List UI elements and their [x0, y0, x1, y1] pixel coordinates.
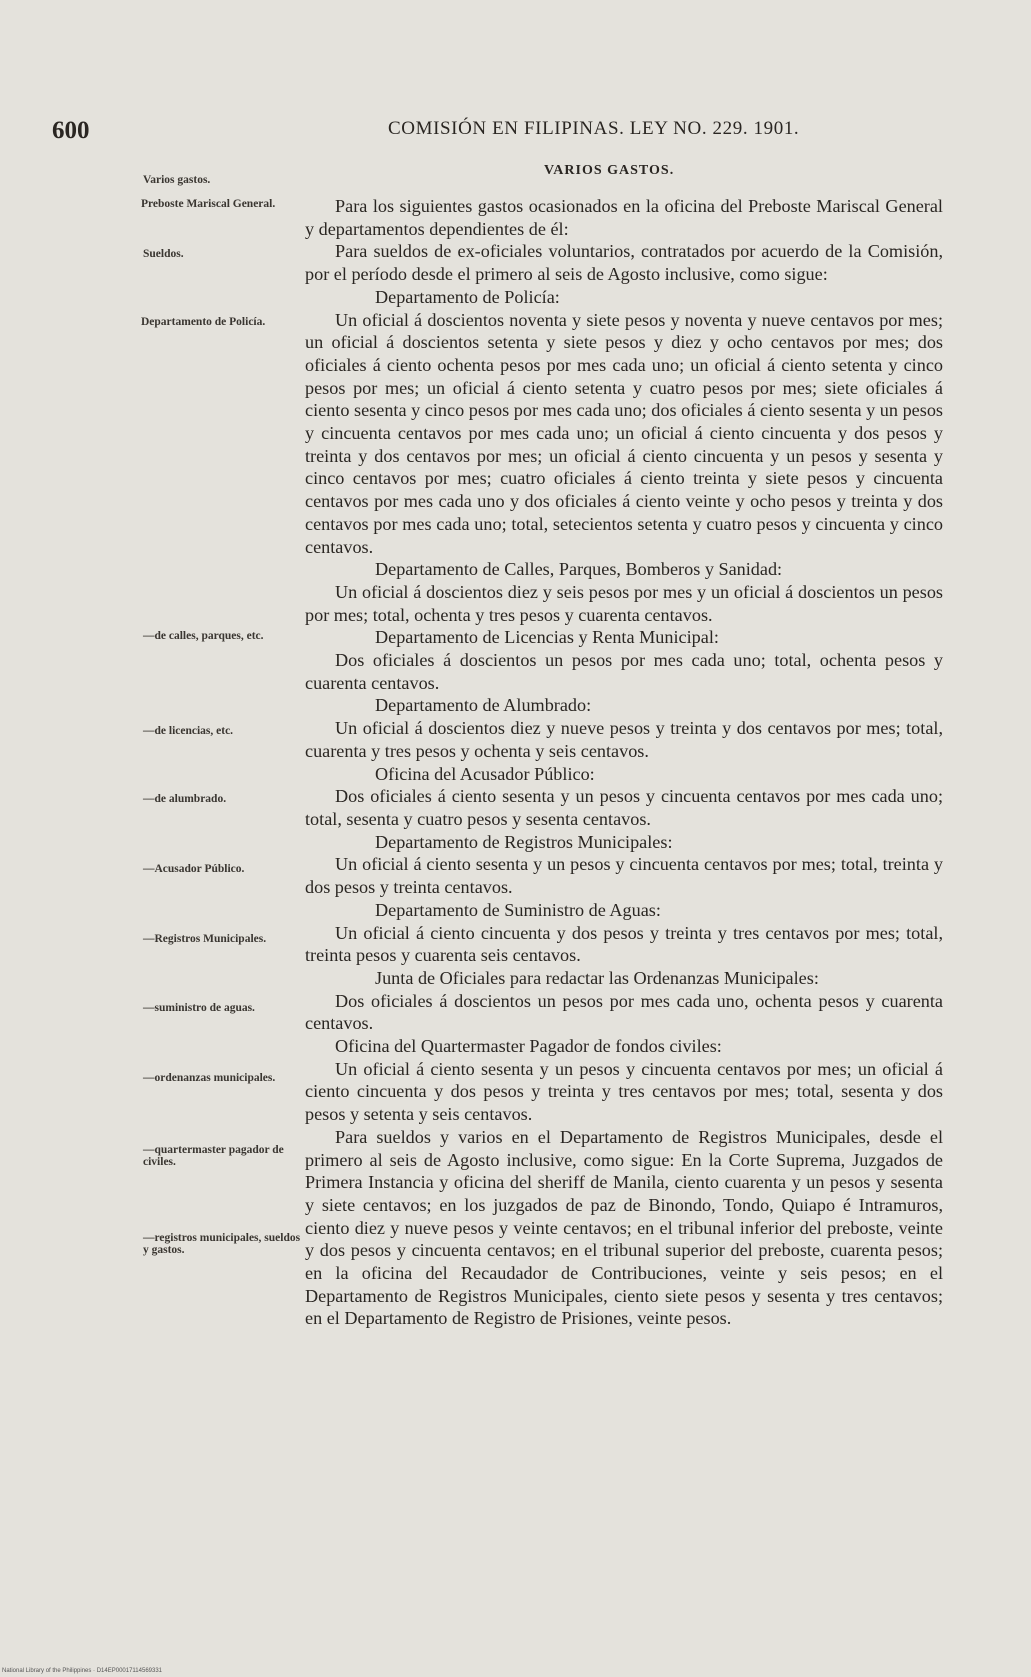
- page-number: 600: [52, 117, 90, 144]
- department-heading: Junta de Oficiales para redactar las Ordenanzas Municipales:: [375, 967, 819, 988]
- paragraph: Dos oficiales á doscientos un pesos por mes cada uno; total, ochenta pesos y cuarenta centavos.: [305, 650, 943, 693]
- paragraph: Dos oficiales á ciento sesenta y un pesos y cincuenta centavos por mes cada uno; total, sesenta y cuatro pesos y sesenta centavos.: [305, 786, 943, 829]
- margin-note: —de calles, parques, etc.: [143, 630, 264, 642]
- paragraph: Para los siguientes gastos ocasionados en la oficina del Preboste Mariscal General y departamentos dependientes de él:: [305, 196, 943, 239]
- margin-note: —quartermaster pagador de civiles.: [143, 1144, 284, 1168]
- department-heading: Departamento de Alumbrado:: [375, 695, 592, 716]
- margin-note: Preboste Mariscal General.: [141, 198, 276, 210]
- margin-note: —Registros Municipales.: [143, 933, 267, 945]
- department-heading: Departamento de Licencias y Renta Municipal:: [375, 627, 719, 648]
- margin-note: Varios gastos.: [143, 174, 211, 186]
- margin-note: —Acusador Público.: [143, 863, 245, 875]
- paragraph: Un oficial á ciento cincuenta y dos pesos y treinta y tres centavos por mes; total, treinta pesos y cuarenta seis centavos.: [305, 922, 943, 966]
- department-heading: Departamento de Calles, Parques, Bomberos y Sanidad:: [375, 559, 783, 580]
- paragraph: Un oficial á ciento sesenta y un pesos y cincuenta centavos por mes; total, treinta y dos pesos y treinta centavos.: [305, 854, 943, 898]
- paragraph: Un oficial á doscientos diez y nueve pesos y treinta y dos centavos por mes; total, cuarenta y tres pesos y ochenta y seis centavos.: [305, 718, 943, 761]
- paragraph: Dos oficiales á doscientos un pesos por mes cada uno, ochenta pesos y cuarenta centavos.: [305, 990, 943, 1034]
- department-heading: Oficina del Acusador Público:: [375, 763, 595, 784]
- margin-note: Departamento de Policía.: [141, 316, 266, 328]
- department-heading: Departamento de Policía:: [375, 286, 560, 307]
- footer-text: National Library of the Philippines · D14EP00017114569331: [2, 1668, 162, 1674]
- margin-note: —de alumbrado.: [143, 793, 227, 805]
- department-heading: Departamento de Suministro de Aguas:: [375, 899, 661, 920]
- paragraph: Para sueldos y varios en el Departamento de Registros Municipales, desde el primero al seis de Agosto inclusive, como sigue: En la Corte Suprema, Juzgados de Primera Instancia y oficina del sheriff de Manila, ciento cuarenta y un pesos y sesenta y siete centavos; en los juzgados de paz de Binondo, Tondo, Quiapo é Intramuros, ciento diez y nueve pesos y veinte centavos; en el tribunal inferior del preboste, veinte y dos pesos y cincuenta centavos; en el tribunal superior del preboste, cuarenta pesos; en la oficina del Recaudador de Contribuciones, veinte y seis pesos; en el Departamento de Registros Municipales, ciento siete pesos y sesenta y tres centavos; en el Departamento de Registro de Prisiones, veinte pesos.: [305, 1126, 943, 1329]
- department-heading: Departamento de Registros Municipales:: [375, 831, 673, 852]
- margin-note: —ordenanzas municipales.: [143, 1072, 276, 1084]
- margin-note: —suministro de aguas.: [143, 1002, 255, 1014]
- section-heading: VARIOS GASTOS.: [544, 163, 675, 178]
- body-text: [305, 195, 943, 1330]
- paragraph: Para sueldos de ex-oficiales voluntarios, contratados por acuerdo de la Comisión, por el período desde el primero al seis de Agosto inclusive, como sigue:: [305, 241, 943, 285]
- department-heading: Oficina del Quartermaster Pagador de fondos civiles:: [335, 1036, 722, 1057]
- paragraph: Un oficial á ciento sesenta y un pesos y cincuenta centavos por mes; un oficial á ciento cincuenta y dos pesos y treinta y tres centavos por mes; total, sesenta y dos pesos y setenta y seis centavos.: [305, 1058, 943, 1125]
- margin-note: Sueldos.: [143, 248, 184, 260]
- paragraph: Un oficial á doscientos noventa y siete pesos y noventa y nueve centavos por mes; un oficial á doscientos setenta y siete pesos y diez y ocho centavos por mes; dos oficiales á ciento ochenta pesos por mes cada uno; un oficial á ciento setenta y cinco pesos por mes; un oficial á ciento setenta y cuatro pesos por mes; siete oficiales á ciento sesenta y cinco pesos por mes cada uno; dos oficiales á ciento sesenta y un pesos y cincuenta centavos por mes cada uno; un oficial á ciento cincuenta y dos pesos y treinta y dos centavos por mes; un oficial á ciento cincuenta y un pesos y sesenta y cinco centavos por mes; cuatro oficiales á ciento treinta y siete pesos y cincuenta centavos por mes cada uno y dos oficiales á ciento veinte y ocho pesos y treinta y dos centavos por mes cada uno; total, setecientos setenta y cuatro pesos y cincuenta y cinco centavos.: [305, 309, 943, 557]
- running-head: COMISIÓN EN FILIPINAS. LEY NO. 229. 1901.: [388, 118, 800, 139]
- paragraph: Un oficial á doscientos diez y seis pesos por mes y un oficial á doscientos un pesos por mes; total, ochenta y tres pesos y cuarenta centavos.: [305, 581, 943, 625]
- margin-note: —de licencias, etc.: [143, 725, 234, 737]
- margin-note: —registros municipales, sueldos y gastos.: [143, 1232, 301, 1256]
